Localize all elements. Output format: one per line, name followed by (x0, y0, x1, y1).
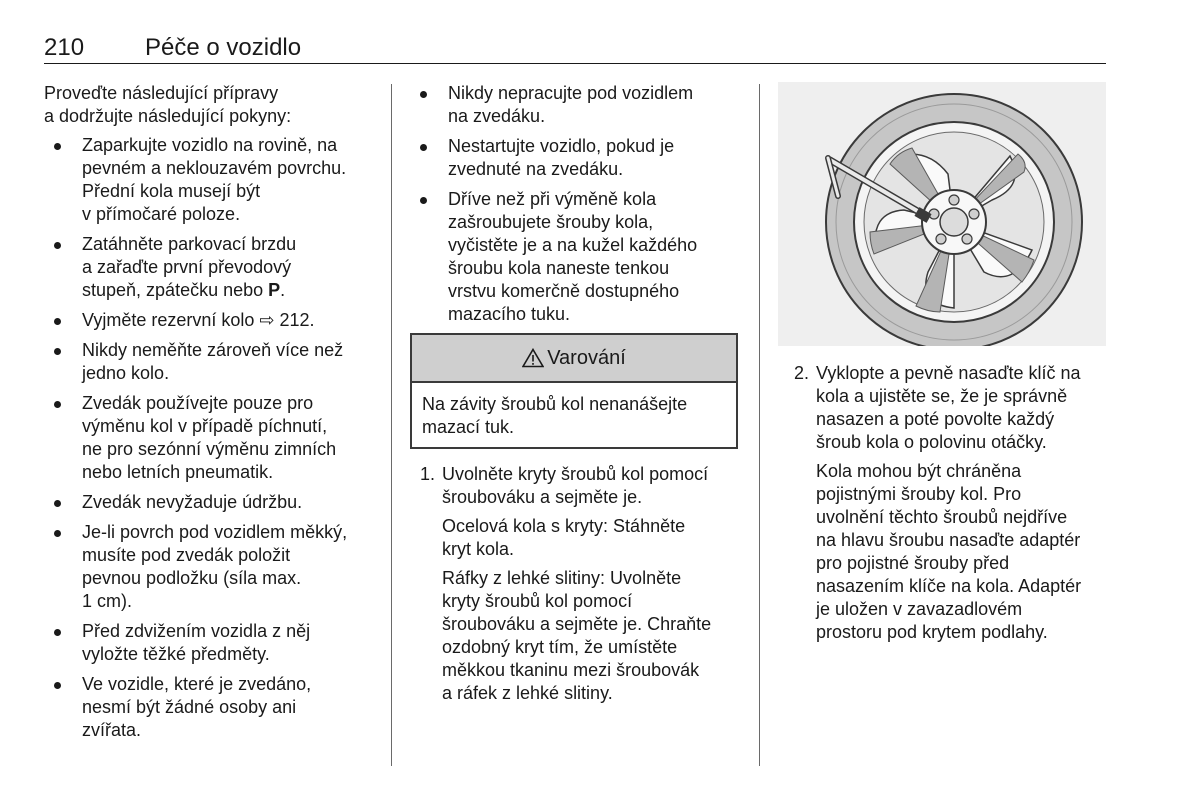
step-text: Uvolněte kryty šroubů kol pomocí šroubováku a sejměte je. (442, 464, 709, 507)
warning-triangle-icon (522, 348, 544, 368)
preparation-list (44, 134, 376, 742)
list-item: Nikdy neměňte zároveň více než jedno kolo. (44, 339, 376, 385)
bullet-icon (54, 318, 61, 325)
locking-bolts-note: Kola mohou být chráněna pojistnými šrouby kol. Pro uvolnění těchto šroubů nejdříve na hlavu šroubu nasaďte adaptér pro pojistné šrouby před nasazením klíče na kola. Adaptér je uložen v zavazadlovém prostoru pod krytem podlahy. (816, 461, 1082, 642)
column-divider-2 (759, 84, 760, 766)
list-item: Zvedák používejte pouze pro výměnu kol v případě píchnutí, ne pro sezónní výměnu zimních nebo letních pneumatik. (44, 392, 376, 484)
page-title: Péče o vozidlo (145, 34, 302, 61)
list-item: Vyjměte rezervní kolo ⇨ 212. (44, 309, 376, 332)
wheel-illustration-icon (778, 82, 1106, 346)
column-2 (410, 82, 738, 711)
header-rule (44, 63, 1106, 64)
step-number: 1. (420, 464, 436, 484)
bullet-icon (54, 348, 61, 355)
warning-title: Varování (547, 346, 626, 369)
alloy-wheels-note: Ráfky z lehké slitiny: Uvolněte kryty šroubů kol pomocí šroubováku a sejměte je. Chraňte ozdobný kryt tím, že umístěte měkkou tkaninu mezi šroubovák a ráfek z lehké slitiny. (442, 568, 712, 703)
warning-header (412, 335, 736, 383)
step-number: 2. (794, 363, 810, 383)
bullet-icon (54, 143, 61, 150)
list-item: Nestartujte vozidlo, pokud je zvednuté na zvedáku. (410, 135, 738, 181)
list-item: Ve vozidle, které je zvedáno, nesmí být žádné osoby ani zvířata. (44, 673, 376, 742)
intro-text: Proveďte následující přípravy a dodržujte následující pokyny: (44, 83, 292, 126)
list-item: Nikdy nepracujte pod vozidlem na zvedáku. (410, 82, 738, 128)
bullet-icon (420, 197, 427, 204)
warning-text: Na závity šroubů kol nenanášejte mazací tuk. (422, 394, 688, 437)
column-divider-1 (391, 84, 392, 766)
steel-wheels-note: Ocelová kola s kryty: Stáhněte kryt kola. (442, 516, 686, 559)
list-item: Zatáhněte parkovací brzdu a zařaďte první převodový stupeň, zpátečku nebo P. (44, 233, 376, 302)
column-1 (44, 82, 376, 749)
step-1 (410, 463, 738, 509)
safety-list (410, 82, 738, 326)
bullet-icon (420, 91, 427, 98)
bullet-icon (420, 144, 427, 151)
step-text: Vyklopte a pevně nasaďte klíč na kola a ujistěte se, že je správně nasazen a poté povolte každý šroub kola o polovinu otáčky. (816, 363, 1081, 452)
gear-letter: P (268, 280, 281, 300)
list-item: Je-li povrch pod vozidlem měkký, musíte pod zvedák položit pevnou podložku (síla max. 1 cm). (44, 521, 376, 613)
bullet-icon (54, 530, 61, 537)
bullet-icon (54, 629, 61, 636)
page-reference-arrow-icon[interactable]: ⇨ (259, 310, 275, 330)
bullet-icon (54, 500, 61, 507)
bullet-icon (54, 242, 61, 249)
list-item: Zaparkujte vozidlo na rovině, na pevném a neklouzavém povrchu. Přední kola musejí být v přímočaré poloze. (44, 134, 376, 226)
warning-box (410, 333, 738, 449)
bullet-icon (54, 682, 61, 689)
page-number: 210 (44, 34, 85, 61)
column-3 (784, 362, 1106, 650)
page-header (44, 34, 1106, 66)
list-item: Dříve než při výměně kola zašroubujete šrouby kola, vyčistěte je a na kužel každého šroubu kola naneste tenkou vrstvu komerčně dostupného mazacího tuku. (410, 188, 738, 326)
wheel-wrench-illustration (778, 82, 1106, 346)
page-reference[interactable]: 212. (279, 310, 315, 330)
step-2 (784, 362, 1106, 454)
list-item: Před zdvižením vozidla z něj vyložte těžké předměty. (44, 620, 376, 666)
list-item: Zvedák nevyžaduje údržbu. (44, 491, 376, 514)
bullet-icon (54, 401, 61, 408)
